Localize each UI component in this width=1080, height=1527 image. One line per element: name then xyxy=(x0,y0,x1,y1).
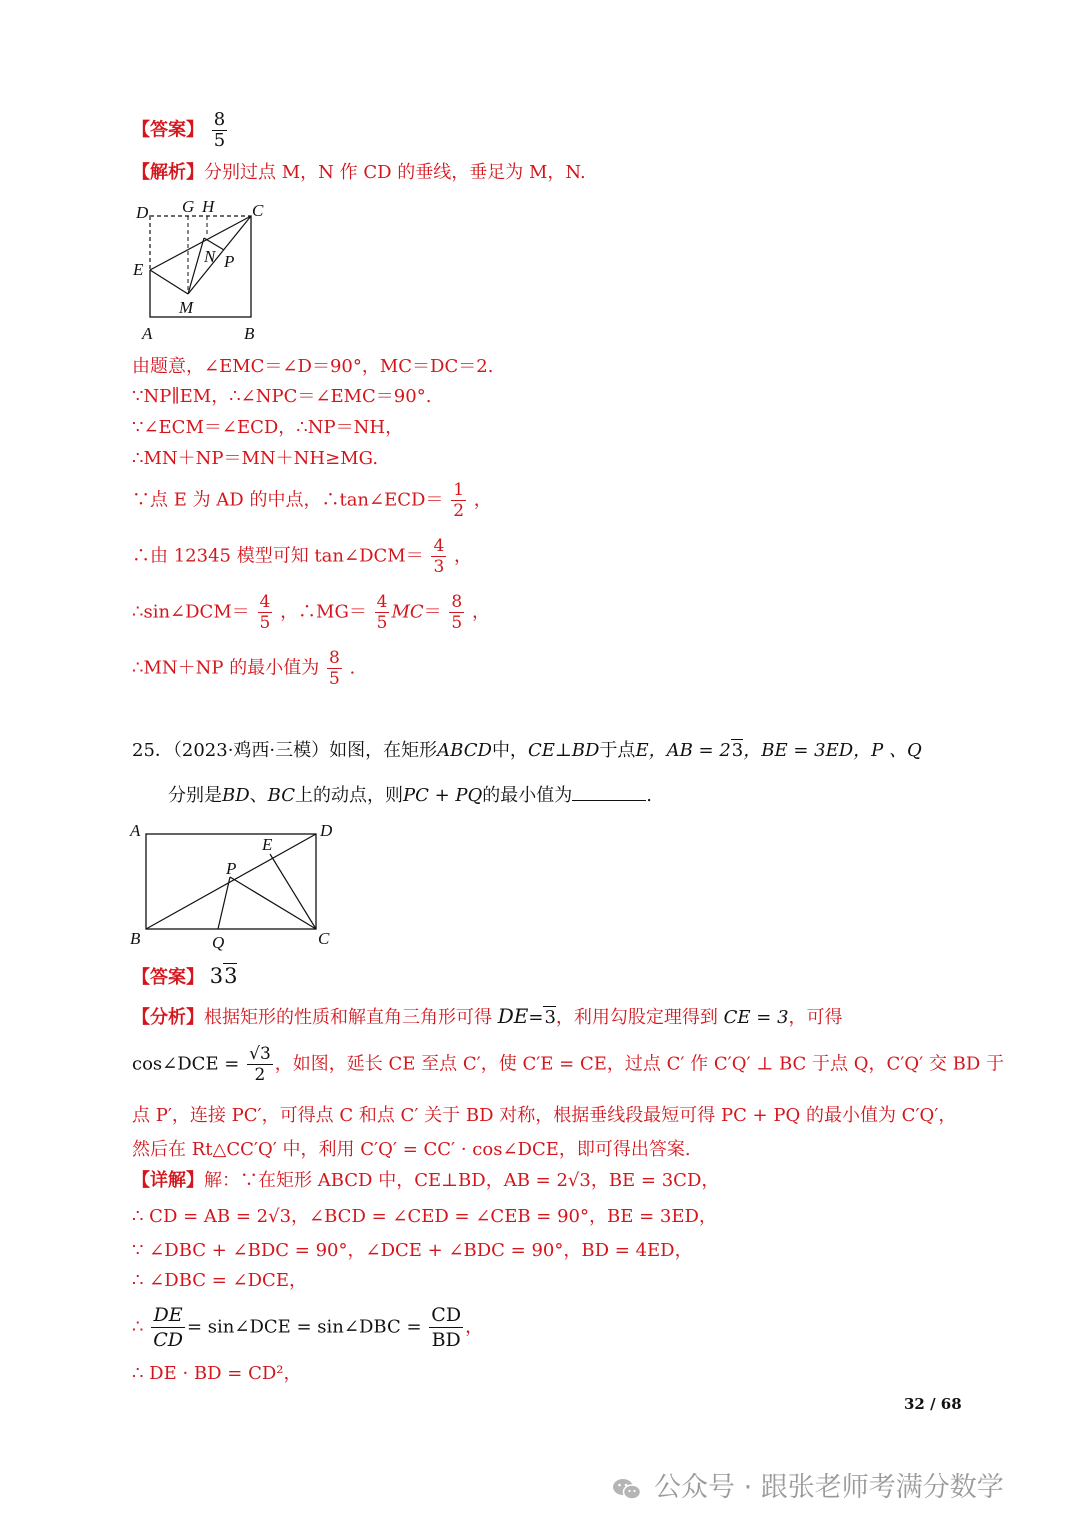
answer-fraction: $\frac{8}{5}$ xyxy=(213,109,226,151)
analysis-text: 分别过点 M，N 作 CD 的垂线，垂足为 M，N. xyxy=(204,162,586,183)
step-1: 由题意，∠EMC＝∠D＝90°，MC＝DC＝2. xyxy=(132,356,494,377)
answer-line-2: 【答案】 33 xyxy=(132,964,238,988)
watermark-text: 公众号 · 跟张老师考满分数学 xyxy=(654,1472,1004,1503)
step-3: ∵∠ECM＝∠ECD，∴NP＝NH， xyxy=(132,417,404,438)
detail-line-1: 【详解】解：∵在矩形 ABCD 中，CE⊥BD，AB = 2√3，BE = 3CD， xyxy=(132,1170,720,1191)
fig2-label-q: Q xyxy=(212,933,225,952)
answer-line-1 xyxy=(132,110,229,151)
fig1-label-a: A xyxy=(142,324,153,343)
analysis2-line-2: cos∠DCE = $\frac{√3}{2}$ ，如图，延长 CE 至点 C′，使 C′E = CE，过点 C′ 作 C′Q′ ⊥ BC 于点 Q，C′Q′ 交 BD 于 xyxy=(132,1044,1005,1085)
analysis-line-1 xyxy=(132,160,586,186)
wechat-icon xyxy=(612,1477,642,1501)
fig2-label-c: C xyxy=(318,929,330,948)
fig2-label-b: B xyxy=(130,929,141,948)
detail-line-2: ∴ CD = AB = 2√3，∠BCD = ∠CED = ∠CEB = 90°，BE = 3ED， xyxy=(132,1206,717,1227)
analysis2-line-1: 【分析】根据矩形的性质和解直角三角形可得 DE=3，利用勾股定理得到 CE = 3，可得 xyxy=(132,1004,843,1028)
fig1-label-n: N xyxy=(204,247,216,266)
fig1-label-c: C xyxy=(252,201,264,220)
detail-line-4: ∴ ∠DBC = ∠DCE， xyxy=(132,1270,307,1291)
step-5: ∵点 E 为 AD 的中点，∴tan∠ECD＝ $\frac{1}{2}$ ， xyxy=(132,480,492,521)
step-2: ∵NP∥EM，∴∠NPC＝∠EMC＝90°. xyxy=(132,386,432,407)
page-number: 32 / 68 xyxy=(904,1395,962,1413)
answer-blank[interactable] xyxy=(572,782,646,801)
watermark xyxy=(612,1465,1004,1504)
step-4: ∴MN＋NP＝MN＋NH≥MG. xyxy=(132,448,379,469)
detail-line-5: ∴ $\frac{DE}{CD}$ = sin∠DCE = sin∠DBC = $\frac{CD}{BD}$ ， xyxy=(132,1304,484,1351)
fig2-label-a: A xyxy=(130,821,141,840)
fig2-label-p: P xyxy=(226,859,237,878)
fig1-label-e: E xyxy=(133,260,144,279)
answer-label-2: 【答案】 xyxy=(132,967,204,988)
analysis-label: 【解析】 xyxy=(132,162,204,183)
fig1-label-p: P xyxy=(224,252,235,271)
problem-25-line-1: 25．（2023·鸡西·三模）如图，在矩形ABCD中，CE⊥BD于点E，AB = 23，BE = 3ED，P 、Q xyxy=(132,740,922,761)
problem-25-line-2: 分别是BD、BC上的动点，则PC + PQ的最小值为 . xyxy=(168,782,652,809)
step-7: ∴sin∠DCM＝ $\frac{4}{5}$ ，∴MG＝ $\frac{4}{5}$ MC＝ $\frac{8}{5}$ ， xyxy=(132,592,490,633)
answer-label: 【答案】 xyxy=(132,119,204,141)
step-8: ∴MN＋NP 的最小值为 $\frac{8}{5}$ . xyxy=(132,648,356,689)
figure-1 xyxy=(130,196,280,346)
analysis2-line-3: 点 P′，连接 PC′，可得点 C 和点 C′ 关于 BD 对称，根据垂线段最短可得 PC + PQ 的最小值为 C′Q′， xyxy=(132,1105,957,1126)
fig1-label-h: H xyxy=(202,197,215,216)
detail-line-6: ∴ DE · BD = CD²， xyxy=(132,1363,302,1384)
fig1-label-m: M xyxy=(179,298,194,317)
figure-2 xyxy=(126,820,346,955)
fig2-label-e: E xyxy=(262,835,273,854)
fig1-label-d: D xyxy=(136,203,149,222)
fig1-label-b: B xyxy=(244,324,255,343)
step-6: ∴由 12345 模型可知 tan∠DCM＝ $\frac{4}{3}$ ， xyxy=(132,536,472,577)
fig1-label-g: G xyxy=(182,197,195,216)
analysis2-line-4: 然后在 Rt△CC′Q′ 中，利用 C′Q′ = CC′ · cos∠DCE，即可得出答案. xyxy=(132,1139,691,1160)
fig2-label-d: D xyxy=(320,821,333,840)
detail-line-3: ∵ ∠DBC + ∠BDC = 90°，∠DCE + ∠BDC = 90°，BD = 4ED， xyxy=(132,1240,693,1261)
